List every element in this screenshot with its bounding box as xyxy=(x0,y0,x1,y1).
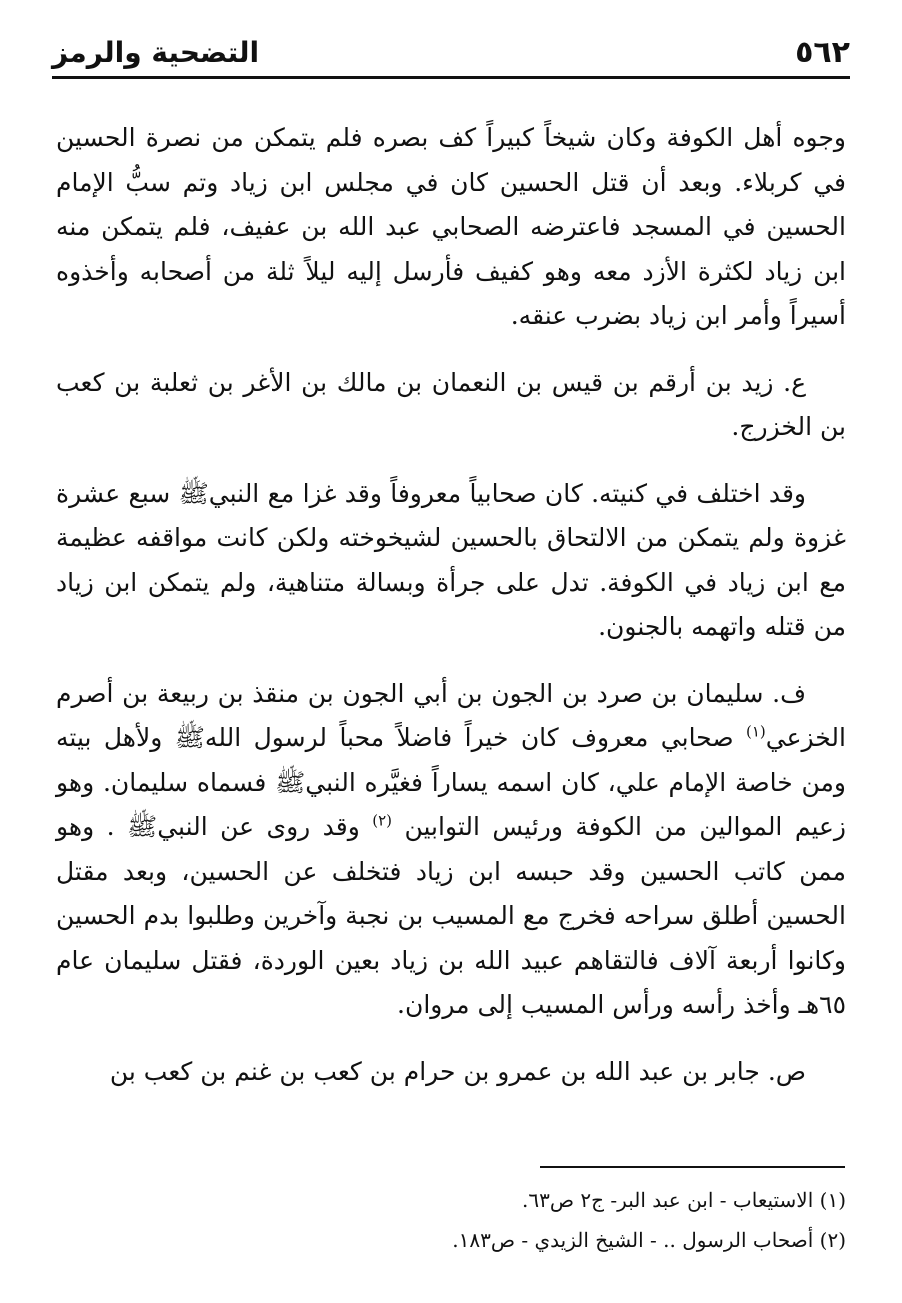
page-header xyxy=(52,30,850,74)
paragraph-text: صحابي معروف كان خيراً فاضلاً محباً لرسول اللهﷺ ولأهل بيته ومن خاصة الإمام علي، كان اسمه يساراً فغيَّره النبيﷺ فسماه سليمان. وهو زعيم الموالين من الكوفة ورئيس التوابين xyxy=(56,723,846,841)
footnote-rule xyxy=(540,1166,845,1168)
paragraph-text: وقد اختلف في كنيته. كان صحابياً معروفاً وقد غزا مع النبيﷺ سبع عشرة غزوة ولم يتمكن من الالتحاق بالحسين لشيخوخته ولكن كانت مواقفه عظيمة مع ابن زياد في الكوفة. تدل على جرأة وبسالة متناهية، ولم يتمكن ابن زياد من قتله واتهمه بالجنون. xyxy=(56,478,846,641)
paragraph-4 xyxy=(56,672,846,1028)
paragraph-5 xyxy=(56,1050,846,1095)
paragraph-2 xyxy=(56,361,846,450)
page-number: ٥٦٢ xyxy=(795,34,850,70)
footnotes xyxy=(56,1180,846,1260)
footnote-1: (١) الاستيعاب - ابن عبد البر- ج٢ ص٦٣. xyxy=(522,1188,846,1212)
running-title: التضحية والرمز xyxy=(52,35,260,69)
footnote-2: (٢) أصحاب الرسول .. - الشيخ الزيدي - ص١٨٣. xyxy=(452,1228,846,1252)
paragraph-1 xyxy=(56,116,846,339)
body-text xyxy=(56,116,846,1116)
paragraph-text: وجوه أهل الكوفة وكان شيخاً كبيراً كف بصره فلم يتمكن من نصرة الحسين في كربلاء. وبعد أن قتل الحسين كان في مجلس ابن زياد وتم سبُّ الإمام الحسين في المسجد فاعترضه الصحابي عبد الله بن عفيف، فلم يتمكن منه ابن زياد لكثرة الأزد معه وهو كفيف فأرسل إليه ليلاً ثلة من أصحابه وأخذوه أسيراً وأمر ابن زياد بضرب عنقه. xyxy=(56,123,846,330)
header-rule xyxy=(52,76,850,79)
footnote-ref-1[interactable]: (١) xyxy=(745,722,766,741)
paragraph-3 xyxy=(56,472,846,650)
paragraph-text: ف. سليمان بن صرد بن الجون بن أبي الجون بن منقذ بن ربيعة بن أصرم الخزعي xyxy=(56,678,846,752)
paragraph-text: وقد روى عن النبيﷺ . وهو ممن كاتب الحسين وقد حبسه ابن زياد فتخلف عن الحسين، وبعد مقتل الحسين أطلق سراحه فخرج مع المسيب بن نجبة وآخرين وطلبوا بدم الحسين وكانوا أربعة آلاف فالتقاهم عبيد الله بن زياد بعين الوردة، فقتل سليمان عام ٦٥هـ وأخذ رأسه ورأس المسيب إلى مروان. xyxy=(56,812,846,1019)
paragraph-text: ص. جابر بن عبد الله بن عمرو بن حرام بن كعب بن غنم بن كعب بن xyxy=(109,1056,806,1086)
footnote-ref-2[interactable]: (٢) xyxy=(372,811,393,830)
paragraph-text: ع. زيد بن أرقم بن قيس بن النعمان بن مالك بن الأغر بن ثعلبة بن كعب بن الخزرج. xyxy=(56,367,846,441)
